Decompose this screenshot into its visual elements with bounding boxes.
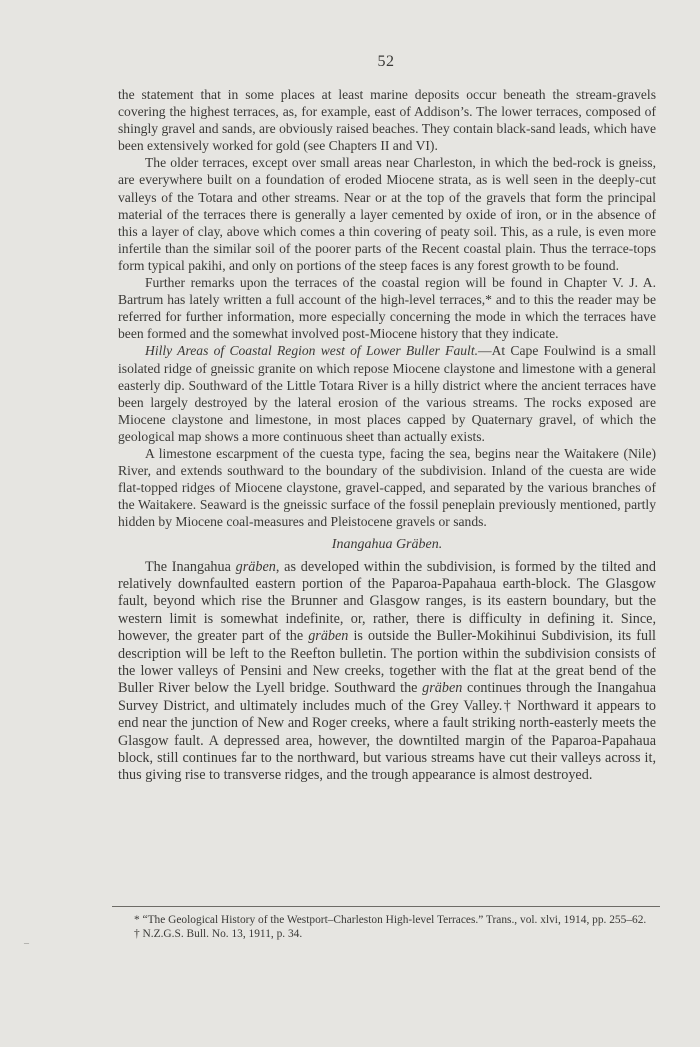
italic-term: gräben <box>308 628 349 645</box>
paragraph <box>118 342 656 445</box>
page-number: 52 <box>377 53 395 70</box>
footnote-divider <box>112 906 660 907</box>
paragraph-text: The Inangahua <box>145 558 236 575</box>
italic-term: gräben <box>422 680 463 697</box>
paragraph: the statement that in some places at least marine deposits occur beneath the stream-gravels covering the highest terraces, as, for example, east of Addison’s. The lower terraces, composed of shingly gravel and sands, are obviously raised beaches. They contain black-sand leads, which have been extensively worked for gold (see Chapters II and VI). <box>118 87 656 154</box>
paragraph: Further remarks upon the terraces of the coastal region will be found in Chapter V. J. A. Bartrum has lately written a full account of the high-level terraces,* and to this the reader may be referred for further information, more especially concerning the mode in which the terraces have been formed and the somewhat involved post-Miocene history that they indicate. <box>118 275 656 342</box>
paragraph-text: continues through the Inangahua Survey District, and ultimately includes much of the Grey Valley.† Northward it appears to end near the junction of New and Roger creeks, where a fault striking north-easterly meets the Glasgow fault. A depressed area, however, the downtilted margin of the Paparoa-Papahaua block, still continues far to the northward, but various streams have cut their valleys across it, thus giving rise to transverse ridges, and the trough appearance is almost destroyed. <box>118 680 656 784</box>
margin-dash-mark: – <box>24 938 29 949</box>
footnote: * “The Geological History of the Westport–Charleston High-level Terraces.” Trans., vol. xlvi, 1914, pp. 255–62. <box>134 914 647 926</box>
footnote: † N.Z.G.S. Bull. No. 13, 1911, p. 34. <box>134 928 303 940</box>
paragraph-text: , as developed within the subdivision, is formed by the tilted and relatively downfaulted eastern portion of the Paparoa-Papahaua earth-block. The Glasgow fault, beyond which rise the Brunner and Glasgow ranges, is its eastern boundary, but the western limit is somewhat indefinite, or, rather, there is difficulty in defining it. Since, however, the greater part of the <box>118 558 656 645</box>
paragraph-text: —At Cape Foulwind is a small isolated ridge of gneissic granite on which repose Miocene claystone and limestone with a general easterly dip. Southward of the Little Totara River is a hilly district where the ancient terraces have been largely destroyed by the lateral erosion of the various streams. The rocks exposed are Miocene claystone and limestone, in most places capped by Quaternary gravel, of which the geological map shows a more continuous sheet than actually exists. <box>118 343 656 444</box>
footnotes <box>118 913 656 941</box>
paragraph <box>118 559 656 785</box>
paragraph-text: is outside the Buller-Mokihinui Subdivision, its full description will be left to the Reefton bulletin. The portion within the subdivision consists of the lower valleys of Pensini and New creeks, together with the flat at the great bend of the Buller River below the Lyell bridge. Southward the <box>118 628 656 697</box>
italic-term: gräben <box>235 558 276 575</box>
section-body <box>118 559 656 785</box>
inline-heading: Hilly Areas of Coastal Region west of Lower Buller Fault. <box>145 343 478 359</box>
body-text <box>118 86 656 785</box>
section-heading: Inangahua Gräben. <box>331 537 443 553</box>
paragraph: A limestone escarpment of the cuesta type, facing the sea, begins near the Waitakere (Nile) River, and extends southward to the boundary of the subdivision. Inland of the cuesta are wide flat-topped ridges of Miocene claystone, gravel-capped, and separated by the various branches of the Waitakere. Seaward is the gneissic surface of the fossil peneplain previously mentioned, partly hidden by Miocene coal-measures and Pleistocene gravels or sands. <box>118 445 656 530</box>
paragraph: The older terraces, except over small areas near Charleston, in which the bed-rock is gneiss, are everywhere built on a foundation of eroded Miocene strata, as is well seen in the deeply-cut valleys of the Totara and other streams. Near or at the top of the gravels that form the principal material of the terraces there is generally a layer cemented by oxide of iron, or in the absence of this a layer of clay, above which comes a thin covering of peaty soil. This, as a rule, is even more infertile than the similar soil of the poorer parts of the Recent coastal plain. Thus the terrace-tops form typical pakihi, and only on portions of the steep faces is any forest growth to be found. <box>118 155 656 273</box>
